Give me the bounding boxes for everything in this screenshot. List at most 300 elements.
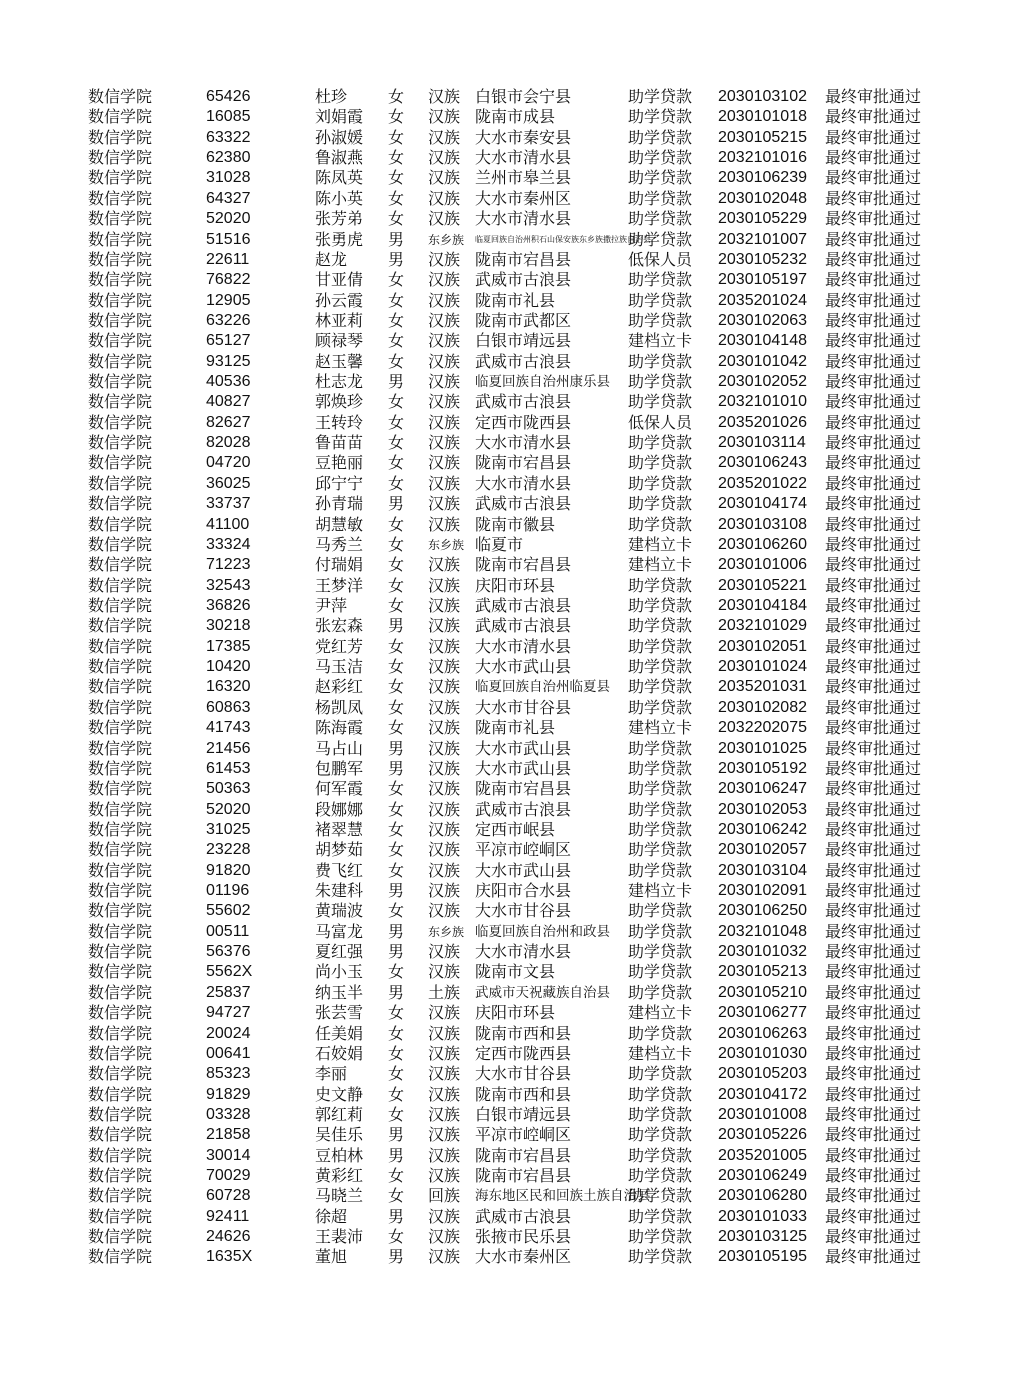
status-cell: 最终审批通过 xyxy=(825,290,922,310)
student-id-cell: 82627 xyxy=(206,413,251,431)
application-code-cell: 2030104184 xyxy=(718,596,807,614)
application-code-cell: 2030105232 xyxy=(718,250,807,268)
origin-cell: 大水市甘谷县 xyxy=(475,1064,572,1084)
name-cell: 马秀兰 xyxy=(315,534,364,554)
origin-cell: 定西市岷县 xyxy=(475,819,556,839)
origin-cell: 张掖市民乐县 xyxy=(475,1227,572,1247)
name-cell: 胡梦茹 xyxy=(315,840,364,860)
gender-cell: 女 xyxy=(388,799,405,819)
application-code-cell: 2030106242 xyxy=(718,820,807,838)
table-row xyxy=(88,983,948,1003)
gender-cell: 男 xyxy=(388,1247,405,1267)
ethnicity-cell: 东乡族 xyxy=(428,924,465,939)
gender-cell: 男 xyxy=(388,921,405,941)
gender-cell: 女 xyxy=(388,819,405,839)
table-row xyxy=(88,698,948,718)
status-cell: 最终审批通过 xyxy=(825,1206,922,1226)
origin-cell: 陇南市宕昌县 xyxy=(475,1145,572,1165)
name-cell: 郭红莉 xyxy=(315,1104,364,1124)
gender-cell: 女 xyxy=(388,1186,405,1206)
name-cell: 陈小英 xyxy=(315,188,364,208)
ethnicity-cell: 汉族 xyxy=(428,453,461,473)
status-cell: 最终审批通过 xyxy=(825,1247,922,1267)
ethnicity-cell: 汉族 xyxy=(428,1104,461,1124)
gender-cell: 男 xyxy=(388,758,405,778)
gender-cell: 女 xyxy=(388,677,405,697)
aid-type-cell: 助学贷款 xyxy=(628,921,693,941)
aid-type-cell: 低保人员 xyxy=(628,412,693,432)
application-code-cell: 2035201022 xyxy=(718,474,807,492)
origin-cell: 陇南市西和县 xyxy=(475,1084,572,1104)
aid-type-cell: 助学贷款 xyxy=(628,351,693,371)
aid-type-cell: 助学贷款 xyxy=(628,860,693,880)
status-cell: 最终审批通过 xyxy=(825,412,922,432)
college-cell: 数信学院 xyxy=(88,494,153,514)
student-id-cell: 20024 xyxy=(206,1024,251,1042)
origin-cell: 临夏回族自治州和政县 xyxy=(475,923,610,940)
application-code-cell: 2032101007 xyxy=(718,230,807,248)
ethnicity-cell: 汉族 xyxy=(428,962,461,982)
origin-cell: 大水市甘谷县 xyxy=(475,901,572,921)
aid-type-cell: 低保人员 xyxy=(628,249,693,269)
origin-cell: 大水市清水县 xyxy=(475,148,572,168)
status-cell: 最终审批通过 xyxy=(825,331,922,351)
name-cell: 陈凤英 xyxy=(315,168,364,188)
aid-type-cell: 助学贷款 xyxy=(628,433,693,453)
origin-cell: 平凉市崆峒区 xyxy=(475,840,572,860)
gender-cell: 男 xyxy=(388,982,405,1002)
aid-type-cell: 助学贷款 xyxy=(628,1186,693,1206)
table-row xyxy=(88,1085,948,1105)
name-cell: 史文静 xyxy=(315,1084,364,1104)
college-cell: 数信学院 xyxy=(88,697,153,717)
college-cell: 数信学院 xyxy=(88,901,153,921)
name-cell: 马玉洁 xyxy=(315,657,364,677)
ethnicity-cell: 汉族 xyxy=(428,127,461,147)
origin-cell: 庆阳市合水县 xyxy=(475,881,572,901)
origin-cell: 大水市清水县 xyxy=(475,942,572,962)
table-row xyxy=(88,148,948,168)
college-cell: 数信学院 xyxy=(88,1166,153,1186)
gender-cell: 男 xyxy=(388,229,405,249)
gender-cell: 女 xyxy=(388,901,405,921)
college-cell: 数信学院 xyxy=(88,107,153,127)
college-cell: 数信学院 xyxy=(88,514,153,534)
student-id-cell: 71223 xyxy=(206,556,251,574)
student-id-cell: 23228 xyxy=(206,841,251,859)
table-row xyxy=(88,922,948,942)
ethnicity-cell: 汉族 xyxy=(428,494,461,514)
name-cell: 黄瑞波 xyxy=(315,901,364,921)
student-id-cell: 36025 xyxy=(206,474,251,492)
aid-type-cell: 助学贷款 xyxy=(628,1125,693,1145)
table-row xyxy=(88,250,948,270)
aid-type-cell: 助学贷款 xyxy=(628,453,693,473)
table-row xyxy=(88,779,948,799)
college-cell: 数信学院 xyxy=(88,779,153,799)
ethnicity-cell: 汉族 xyxy=(428,697,461,717)
status-cell: 最终审批通过 xyxy=(825,310,922,330)
college-cell: 数信学院 xyxy=(88,433,153,453)
status-cell: 最终审批通过 xyxy=(825,1166,922,1186)
application-code-cell: 2032101016 xyxy=(718,149,807,167)
student-id-cell: 63322 xyxy=(206,128,251,146)
ethnicity-cell: 汉族 xyxy=(428,290,461,310)
college-cell: 数信学院 xyxy=(88,657,153,677)
college-cell: 数信学院 xyxy=(88,616,153,636)
ethnicity-cell: 汉族 xyxy=(428,168,461,188)
ethnicity-cell: 汉族 xyxy=(428,1166,461,1186)
origin-cell: 武威市古浪县 xyxy=(475,270,572,290)
name-cell: 段娜娜 xyxy=(315,799,364,819)
table-row xyxy=(88,576,948,596)
table-row xyxy=(88,901,948,921)
table-row xyxy=(88,677,948,697)
status-cell: 最终审批通过 xyxy=(825,1186,922,1206)
ethnicity-cell: 土族 xyxy=(428,982,461,1002)
college-cell: 数信学院 xyxy=(88,636,153,656)
table-row xyxy=(88,209,948,229)
name-cell: 纳玉半 xyxy=(315,982,364,1002)
name-cell: 包鹏军 xyxy=(315,758,364,778)
gender-cell: 女 xyxy=(388,1104,405,1124)
application-code-cell: 2030105192 xyxy=(718,759,807,777)
college-cell: 数信学院 xyxy=(88,819,153,839)
application-code-cell: 2030106250 xyxy=(718,902,807,920)
name-cell: 尹萍 xyxy=(315,595,348,615)
status-cell: 最终审批通过 xyxy=(825,249,922,269)
origin-cell: 白银市靖远县 xyxy=(475,1104,572,1124)
student-id-cell: 36826 xyxy=(206,596,251,614)
aid-type-cell: 助学贷款 xyxy=(628,677,693,697)
student-id-cell: 16085 xyxy=(206,108,251,126)
college-cell: 数信学院 xyxy=(88,962,153,982)
gender-cell: 女 xyxy=(388,412,405,432)
application-code-cell: 2030101030 xyxy=(718,1044,807,1062)
aid-type-cell: 助学贷款 xyxy=(628,1145,693,1165)
aid-type-cell: 助学贷款 xyxy=(628,270,693,290)
name-cell: 豆柏林 xyxy=(315,1145,364,1165)
student-id-cell: 50363 xyxy=(206,780,251,798)
college-cell: 数信学院 xyxy=(88,1206,153,1226)
ethnicity-cell: 汉族 xyxy=(428,412,461,432)
origin-cell: 庆阳市环县 xyxy=(475,1003,556,1023)
table-row xyxy=(88,555,948,575)
aid-type-cell: 助学贷款 xyxy=(628,514,693,534)
name-cell: 王梦洋 xyxy=(315,575,364,595)
ethnicity-cell: 回族 xyxy=(428,1186,461,1206)
status-cell: 最终审批通过 xyxy=(825,372,922,392)
student-id-cell: 40827 xyxy=(206,393,251,411)
application-code-cell: 2030103102 xyxy=(718,88,807,105)
origin-cell: 陇南市宕昌县 xyxy=(475,555,572,575)
ethnicity-cell: 汉族 xyxy=(428,677,461,697)
name-cell: 孙云霞 xyxy=(315,290,364,310)
status-cell: 最终审批通过 xyxy=(825,962,922,982)
ethnicity-cell: 汉族 xyxy=(428,1064,461,1084)
name-cell: 徐超 xyxy=(315,1206,348,1226)
application-code-cell: 2032101048 xyxy=(718,922,807,940)
ethnicity-cell: 汉族 xyxy=(428,1023,461,1043)
table-row xyxy=(88,392,948,412)
application-code-cell: 2030102048 xyxy=(718,189,807,207)
status-cell: 最终审批通过 xyxy=(825,595,922,615)
aid-type-cell: 助学贷款 xyxy=(628,942,693,962)
origin-cell: 大水市秦安县 xyxy=(475,127,572,147)
table-row xyxy=(88,453,948,473)
college-cell: 数信学院 xyxy=(88,1247,153,1267)
college-cell: 数信学院 xyxy=(88,799,153,819)
ethnicity-cell: 东乡族 xyxy=(428,537,465,552)
student-id-cell: 1635X xyxy=(206,1248,253,1266)
ethnicity-cell: 汉族 xyxy=(428,901,461,921)
student-aid-list xyxy=(88,87,948,1268)
gender-cell: 男 xyxy=(388,1125,405,1145)
application-code-cell: 2030103108 xyxy=(718,515,807,533)
name-cell: 杜志龙 xyxy=(315,372,364,392)
status-cell: 最终审批通过 xyxy=(825,87,922,106)
college-cell: 数信学院 xyxy=(88,1023,153,1043)
table-row xyxy=(88,535,948,555)
application-code-cell: 2030105210 xyxy=(718,983,807,1001)
college-cell: 数信学院 xyxy=(88,595,153,615)
name-cell: 邱宁宁 xyxy=(315,473,364,493)
application-code-cell: 2035201005 xyxy=(718,1146,807,1164)
aid-type-cell: 助学贷款 xyxy=(628,473,693,493)
name-cell: 孙青瑞 xyxy=(315,494,364,514)
gender-cell: 女 xyxy=(388,514,405,534)
ethnicity-cell: 汉族 xyxy=(428,372,461,392)
application-code-cell: 2030102063 xyxy=(718,311,807,329)
student-id-cell: 25837 xyxy=(206,983,251,1001)
college-cell: 数信学院 xyxy=(88,534,153,554)
gender-cell: 女 xyxy=(388,433,405,453)
student-id-cell: 16320 xyxy=(206,678,251,696)
student-id-cell: 62380 xyxy=(206,149,251,167)
gender-cell: 女 xyxy=(388,1084,405,1104)
college-cell: 数信学院 xyxy=(88,1043,153,1063)
aid-type-cell: 助学贷款 xyxy=(628,127,693,147)
student-id-cell: 33324 xyxy=(206,535,251,553)
origin-cell: 白银市靖远县 xyxy=(475,331,572,351)
gender-cell: 男 xyxy=(388,942,405,962)
application-code-cell: 2030106263 xyxy=(718,1024,807,1042)
status-cell: 最终审批通过 xyxy=(825,779,922,799)
ethnicity-cell: 汉族 xyxy=(428,840,461,860)
aid-type-cell: 建档立卡 xyxy=(628,534,693,554)
ethnicity-cell: 汉族 xyxy=(428,392,461,412)
application-code-cell: 2035201024 xyxy=(718,291,807,309)
gender-cell: 男 xyxy=(388,494,405,514)
status-cell: 最终审批通过 xyxy=(825,575,922,595)
gender-cell: 女 xyxy=(388,534,405,554)
ethnicity-cell: 汉族 xyxy=(428,351,461,371)
name-cell: 王转玲 xyxy=(315,412,364,432)
table-row xyxy=(88,1207,948,1227)
application-code-cell: 2030102052 xyxy=(718,373,807,391)
aid-type-cell: 助学贷款 xyxy=(628,1166,693,1186)
student-id-cell: 65127 xyxy=(206,332,251,350)
table-row xyxy=(88,1105,948,1125)
aid-type-cell: 助学贷款 xyxy=(628,1227,693,1247)
student-id-cell: 52020 xyxy=(206,800,251,818)
ethnicity-cell: 汉族 xyxy=(428,942,461,962)
origin-cell: 陇南市宕昌县 xyxy=(475,779,572,799)
table-row xyxy=(88,718,948,738)
origin-cell: 武威市古浪县 xyxy=(475,494,572,514)
name-cell: 褚翠慧 xyxy=(315,819,364,839)
table-row xyxy=(88,270,948,290)
application-code-cell: 2030106247 xyxy=(718,780,807,798)
origin-cell: 陇南市成县 xyxy=(475,107,556,127)
student-id-cell: 55602 xyxy=(206,902,251,920)
status-cell: 最终审批通过 xyxy=(825,433,922,453)
aid-type-cell: 助学贷款 xyxy=(628,1247,693,1267)
aid-type-cell: 助学贷款 xyxy=(628,290,693,310)
aid-type-cell: 助学贷款 xyxy=(628,310,693,330)
ethnicity-cell: 汉族 xyxy=(428,718,461,738)
gender-cell: 女 xyxy=(388,473,405,493)
college-cell: 数信学院 xyxy=(88,392,153,412)
table-row xyxy=(88,759,948,779)
college-cell: 数信学院 xyxy=(88,209,153,229)
application-code-cell: 2030105195 xyxy=(718,1248,807,1266)
table-row xyxy=(88,352,948,372)
ethnicity-cell: 汉族 xyxy=(428,799,461,819)
table-row xyxy=(88,1003,948,1023)
name-cell: 张勇虎 xyxy=(315,229,364,249)
origin-cell: 陇南市西和县 xyxy=(475,1023,572,1043)
student-id-cell: 64327 xyxy=(206,189,251,207)
status-cell: 最终审批通过 xyxy=(825,1104,922,1124)
student-id-cell: 41743 xyxy=(206,719,251,737)
aid-type-cell: 助学贷款 xyxy=(628,799,693,819)
origin-cell: 白银市会宁县 xyxy=(475,87,572,106)
gender-cell: 男 xyxy=(388,738,405,758)
college-cell: 数信学院 xyxy=(88,270,153,290)
table-row xyxy=(88,87,948,107)
gender-cell: 女 xyxy=(388,453,405,473)
student-id-cell: 51516 xyxy=(206,230,251,248)
gender-cell: 女 xyxy=(388,331,405,351)
status-cell: 最终审批通过 xyxy=(825,819,922,839)
student-id-cell: 22611 xyxy=(206,250,250,268)
name-cell: 孙淑媛 xyxy=(315,127,364,147)
student-id-cell: 30014 xyxy=(206,1146,251,1164)
student-id-cell: 5562X xyxy=(206,963,253,981)
application-code-cell: 2030105213 xyxy=(718,963,807,981)
student-id-cell: 60863 xyxy=(206,698,251,716)
gender-cell: 女 xyxy=(388,1064,405,1084)
ethnicity-cell: 汉族 xyxy=(428,148,461,168)
origin-cell: 临夏回族自治州康乐县 xyxy=(475,374,610,391)
aid-type-cell: 助学贷款 xyxy=(628,168,693,188)
gender-cell: 女 xyxy=(388,1227,405,1247)
gender-cell: 男 xyxy=(388,1145,405,1165)
origin-cell: 陇南市宕昌县 xyxy=(475,453,572,473)
origin-cell: 陇南市武都区 xyxy=(475,310,572,330)
table-row xyxy=(88,1146,948,1166)
college-cell: 数信学院 xyxy=(88,860,153,880)
student-id-cell: 52020 xyxy=(206,210,251,228)
ethnicity-cell: 汉族 xyxy=(428,87,461,106)
student-id-cell: 70029 xyxy=(206,1167,251,1185)
ethnicity-cell: 汉族 xyxy=(428,758,461,778)
aid-type-cell: 助学贷款 xyxy=(628,982,693,1002)
aid-type-cell: 建档立卡 xyxy=(628,881,693,901)
origin-cell: 大水市武山县 xyxy=(475,860,572,880)
table-row xyxy=(88,1166,948,1186)
table-row xyxy=(88,230,948,250)
college-cell: 数信学院 xyxy=(88,1084,153,1104)
table-row xyxy=(88,881,948,901)
table-row xyxy=(88,515,948,535)
gender-cell: 女 xyxy=(388,127,405,147)
college-cell: 数信学院 xyxy=(88,372,153,392)
name-cell: 党红芳 xyxy=(315,636,364,656)
application-code-cell: 2030106277 xyxy=(718,1004,807,1022)
ethnicity-cell: 汉族 xyxy=(428,1247,461,1267)
gender-cell: 女 xyxy=(388,1043,405,1063)
gender-cell: 女 xyxy=(388,290,405,310)
college-cell: 数信学院 xyxy=(88,718,153,738)
aid-type-cell: 助学贷款 xyxy=(628,840,693,860)
gender-cell: 男 xyxy=(388,881,405,901)
table-row xyxy=(88,1247,948,1267)
aid-type-cell: 助学贷款 xyxy=(628,636,693,656)
table-row xyxy=(88,1044,948,1064)
college-cell: 数信学院 xyxy=(88,87,153,106)
table-row xyxy=(88,311,948,331)
student-id-cell: 92411 xyxy=(206,1207,250,1225)
aid-type-cell: 助学贷款 xyxy=(628,392,693,412)
college-cell: 数信学院 xyxy=(88,351,153,371)
table-row xyxy=(88,1227,948,1247)
student-id-cell: 00511 xyxy=(206,922,250,940)
ethnicity-cell: 汉族 xyxy=(428,881,461,901)
application-code-cell: 2030104148 xyxy=(718,332,807,350)
aid-type-cell: 助学贷款 xyxy=(628,107,693,127)
name-cell: 张芳弟 xyxy=(315,209,364,229)
name-cell: 赵玉馨 xyxy=(315,351,364,371)
application-code-cell: 2030106280 xyxy=(718,1187,807,1205)
status-cell: 最终审批通过 xyxy=(825,229,922,249)
ethnicity-cell: 汉族 xyxy=(428,107,461,127)
origin-cell: 兰州市皋兰县 xyxy=(475,168,572,188)
gender-cell: 女 xyxy=(388,107,405,127)
application-code-cell: 2030105229 xyxy=(718,210,807,228)
origin-cell: 陇南市礼县 xyxy=(475,718,556,738)
college-cell: 数信学院 xyxy=(88,168,153,188)
name-cell: 鲁淑燕 xyxy=(315,148,364,168)
status-cell: 最终审批通过 xyxy=(825,636,922,656)
origin-cell: 大水市秦州区 xyxy=(475,188,572,208)
application-code-cell: 2030101006 xyxy=(718,556,807,574)
origin-cell: 大水市武山县 xyxy=(475,758,572,778)
gender-cell: 女 xyxy=(388,860,405,880)
aid-type-cell: 建档立卡 xyxy=(628,1003,693,1023)
origin-cell: 陇南市徽县 xyxy=(475,514,556,534)
ethnicity-cell: 汉族 xyxy=(428,657,461,677)
origin-cell: 武威市古浪县 xyxy=(475,351,572,371)
table-row xyxy=(88,739,948,759)
aid-type-cell: 助学贷款 xyxy=(628,901,693,921)
status-cell: 最终审批通过 xyxy=(825,799,922,819)
gender-cell: 女 xyxy=(388,392,405,412)
student-id-cell: 56376 xyxy=(206,943,251,961)
origin-cell: 武威市古浪县 xyxy=(475,392,572,412)
name-cell: 吴佳乐 xyxy=(315,1125,364,1145)
